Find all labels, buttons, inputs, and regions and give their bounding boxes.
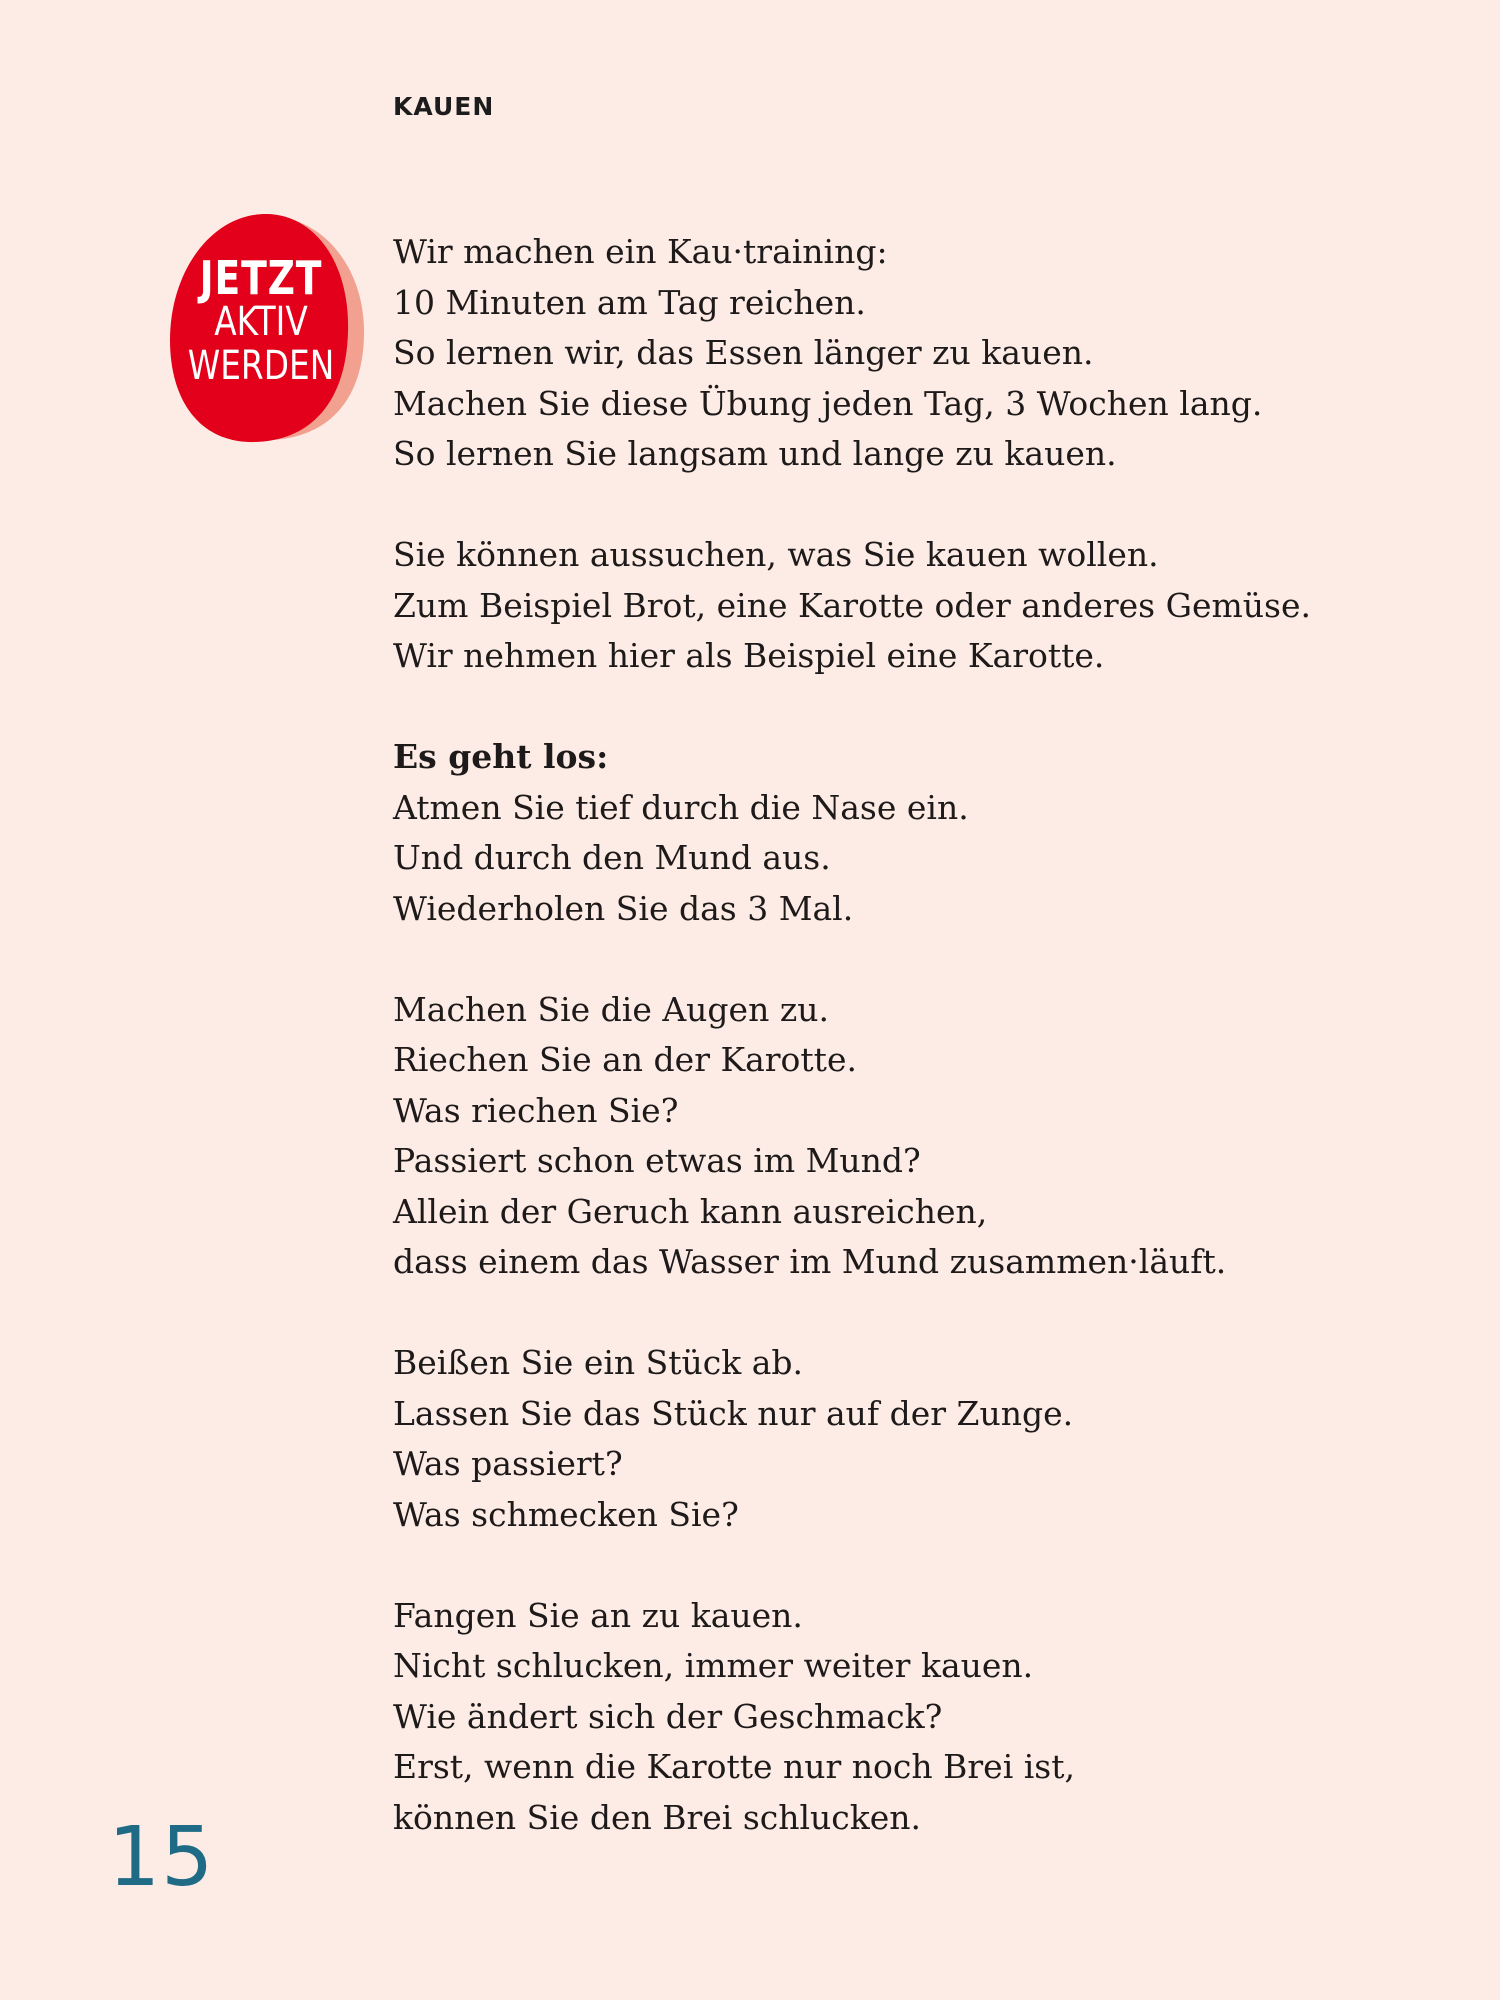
text-line: Machen Sie diese Übung jeden Tag, 3 Wochen lang. xyxy=(393,383,1263,423)
text-line: Erst, wenn die Karotte nur noch Brei ist, xyxy=(393,1747,1075,1786)
text-line: Sie können aussuchen, was Sie kauen wollen. xyxy=(393,535,1159,574)
text-line: Nicht schlucken, immer weiter kauen. xyxy=(393,1646,1034,1685)
text-line: So lernen wir, das Essen länger zu kauen. xyxy=(393,333,1094,372)
text-line: 10 Minuten am Tag reichen. xyxy=(393,282,866,322)
text-line: Lassen Sie das Stück nur auf der Zunge. xyxy=(393,1393,1074,1433)
paragraph-smell xyxy=(393,985,1453,1288)
text-line: Riechen Sie an der Karotte. xyxy=(393,1040,857,1079)
text-line: Allein der Geruch kann ausreichen, xyxy=(393,1191,988,1231)
text-line: Fangen Sie an zu kauen. xyxy=(393,1595,803,1635)
subheading: Es geht los: xyxy=(393,737,609,776)
text-line: Beißen Sie ein Stück ab. xyxy=(393,1343,804,1382)
text-line: Passiert schon etwas im Mund? xyxy=(393,1141,921,1180)
section-title: KAUEN xyxy=(393,92,495,121)
paragraph-bite xyxy=(393,1338,1453,1540)
body-text xyxy=(393,227,1453,1894)
text-line: So lernen Sie langsam und lange zu kauen. xyxy=(393,434,1117,473)
paragraph-choice xyxy=(393,530,1453,682)
text-line: Wie ändert sich der Geschmack? xyxy=(393,1696,943,1736)
text-line: dass einem das Wasser im Mund zusammen·läuft. xyxy=(393,1242,1227,1281)
text-line: Was schmecken Sie? xyxy=(393,1494,739,1534)
jetzt-aktiv-werden-badge xyxy=(166,212,366,444)
text-line: Wiederholen Sie das 3 Mal. xyxy=(393,888,854,928)
page-number: 15 xyxy=(108,1810,215,1905)
badge-line-3: WERDEN xyxy=(187,343,335,389)
badge-line-2: AKTIV xyxy=(214,299,308,345)
text-line: Machen Sie die Augen zu. xyxy=(393,989,829,1029)
text-line: Wir nehmen hier als Beispiel eine Karotte. xyxy=(393,636,1105,675)
paragraph-chew xyxy=(393,1591,1453,1844)
paragraph-start xyxy=(393,732,1453,934)
text-line: Was riechen Sie? xyxy=(393,1090,679,1130)
badge-line-1: JETZT xyxy=(199,251,323,305)
paragraph-intro xyxy=(393,227,1453,480)
text-line: Wir machen ein Kau·training: xyxy=(393,232,888,271)
text-line: Atmen Sie tief durch die Nase ein. xyxy=(393,787,969,827)
text-line: Was passiert? xyxy=(393,1444,623,1483)
text-line: Zum Beispiel Brot, eine Karotte oder anderes Gemüse. xyxy=(393,585,1311,625)
text-line: Und durch den Mund aus. xyxy=(393,838,831,877)
text-line: können Sie den Brei schlucken. xyxy=(393,1797,922,1837)
badge-label xyxy=(183,251,339,389)
